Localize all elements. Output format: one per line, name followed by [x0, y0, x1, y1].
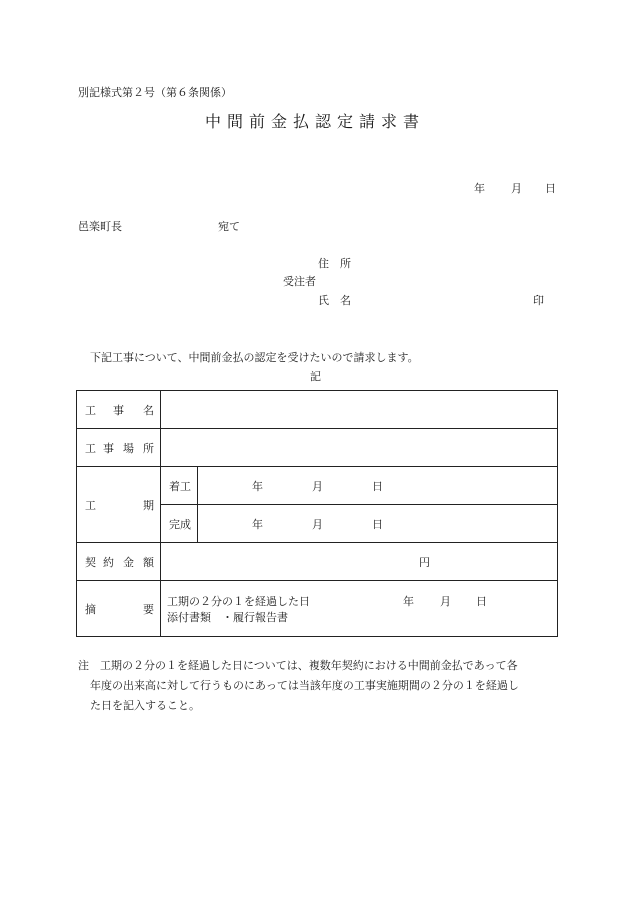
date-year-label: 年 [474, 182, 485, 195]
note-line-3: た日を記入すること。 [90, 699, 200, 712]
amount-label: 契 約 金 額 [77, 543, 161, 581]
construction-site-field[interactable] [161, 429, 558, 467]
construction-name-field[interactable] [161, 391, 558, 429]
ki-heading: 記 [310, 370, 321, 383]
addressee-name: 邑楽町長 [78, 220, 122, 233]
note-line-1: 注 工期の２分の１を経過した日については、複数年契約における中間前金払であって各 [78, 659, 518, 672]
contractor-label: 受注者 [283, 275, 316, 288]
start-date-field[interactable]: 年 月 日 [198, 467, 558, 505]
request-sentence: 下記工事について、中間前金払の認定を受けたいので請求します。 [90, 351, 419, 364]
form-number: 別記様式第２号（第６条関係） [78, 86, 232, 99]
table-row-amount [77, 543, 558, 581]
date-day-label: 日 [545, 182, 556, 195]
yen-unit: 円 [419, 555, 430, 569]
period-label: 工 期 [77, 467, 161, 543]
table-row-start [77, 467, 558, 505]
request-table [76, 390, 558, 637]
amount-field[interactable] [161, 543, 558, 581]
date-month-label: 月 [511, 182, 522, 195]
summary-line-2: 添付書類 ・履行報告書 [167, 611, 288, 624]
construction-site-label: 工 事 場 所 [77, 429, 161, 467]
construction-name-label: 工 事 名 [77, 391, 161, 429]
complete-label: 完成 [161, 505, 198, 543]
summary-line-1: 工期の２分の１を経過した日 [167, 595, 310, 608]
seal-mark: 印 [533, 294, 544, 307]
addressee-suffix: 宛て [218, 220, 240, 233]
note-line-2: 年度の出来高に対して行うものにあっては当該年度の工事実施期間の２分の１を経過し [90, 679, 519, 692]
complete-date-field[interactable]: 年 月 日 [198, 505, 558, 543]
table-row-construction-name [77, 391, 558, 429]
summary-field[interactable]: 工期の２分の１を経過した日 年 月 日 添付書類 ・履行報告書 [161, 581, 558, 637]
table-row-construction-site [77, 429, 558, 467]
document-title: 中間前金払認定請求書 [204, 112, 425, 131]
address-label: 住 所 [318, 257, 351, 270]
name-label: 氏 名 [318, 294, 351, 307]
table-row-summary [77, 581, 558, 637]
summary-label: 摘 要 [77, 581, 161, 637]
start-label: 着工 [161, 467, 198, 505]
